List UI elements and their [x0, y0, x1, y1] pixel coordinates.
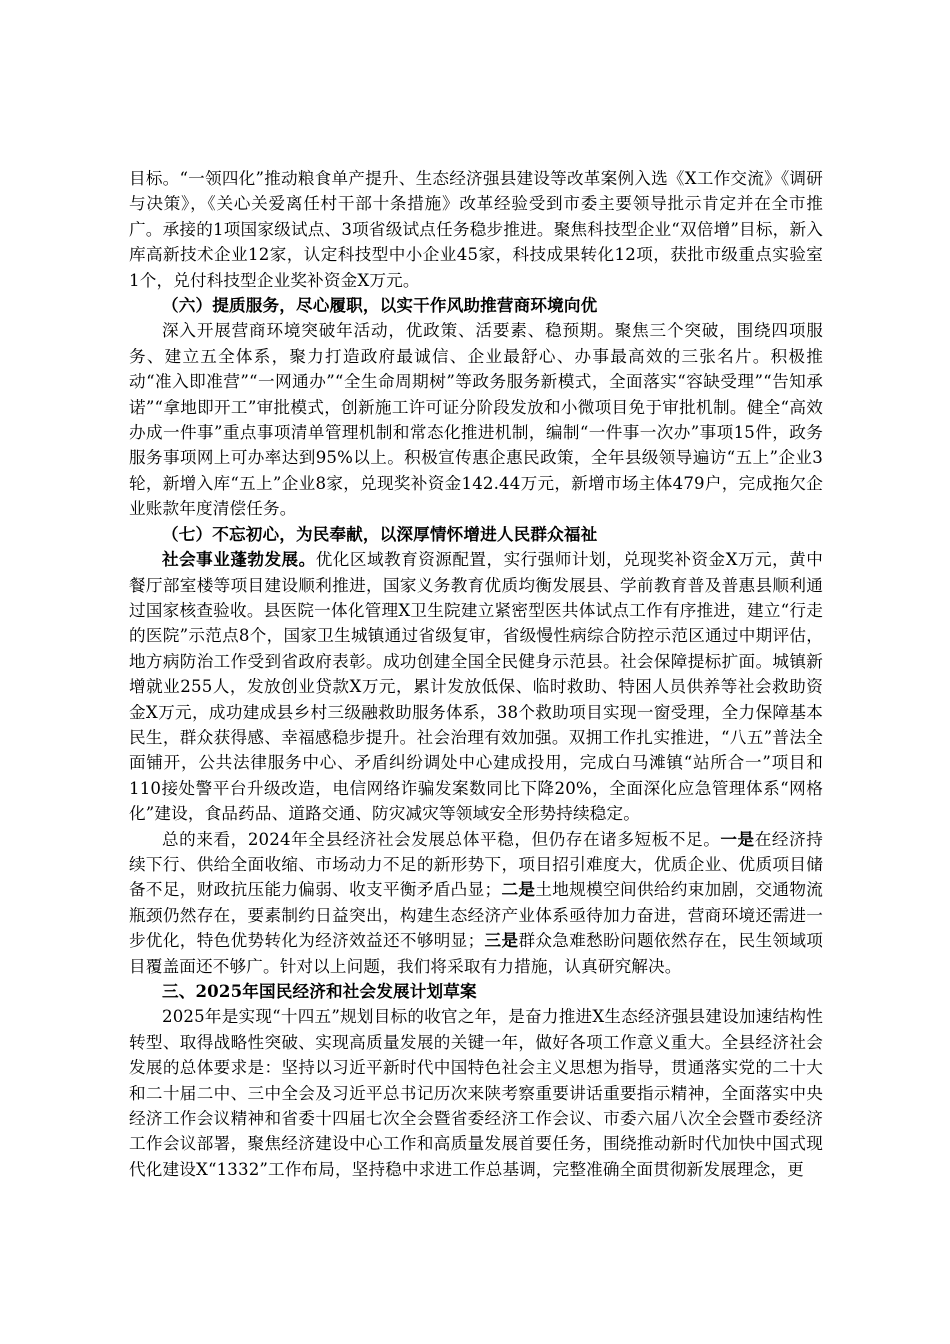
paragraph-social-affairs — [129, 547, 823, 826]
section-heading-3: 三、2025年国民经济和社会发展计划草案 — [162, 981, 477, 1001]
section-heading-6: （六）提质服务，尽心履职，以实干作风助推营商环境向优 — [162, 295, 598, 316]
summary-text-c: 土地规模空间供给约束加剧，交通物流瓶颈仍然存在，要素制约日益突出，构建生态经济产业体系亟待加力奋进，营商环境还需进一步优化，特色优势转化为经济效益还不够明显； — [129, 880, 823, 951]
section-heading-7: （七）不忘初心，为民奉献，以深厚情怀增进人民群众福祉 — [162, 523, 598, 544]
paragraph-summary — [129, 827, 823, 979]
paragraph-2025-plan: 2025年是实现“十四五”规划目标的收官之年，是奋力推进X生态经济强县建设加速结构性转型、取得战略性突破、实现高质量发展的关键一年，做好各项工作意义重大。全县经济社会发展的总体要求是：坚持以习近平新时代中国特色社会主义思想为指导，贯通落实党的二十大和二十届二中、三中全会及习近平总书记历次来陕考察重要讲话重要指示精神，全面落实中央经济工作会议精神和省委十四届七次全会暨省委经济工作会议、市委六届八次全会暨市委经济工作会议部署，聚焦经济建设中心工作和高质量发展首要任务，围绕推动新时代加快中国式现代化建设X“1332”工作布局，坚持稳中求进工作总基调，完整准确全面贯彻新发展理念，更 — [129, 1007, 823, 1179]
paragraph-intro: 目标。“一领四化”推动粮食单产提升、生态经济强县建设等改革案例入选《X工作交流》《调研与决策》，《关心关爱离任村干部十条措施》改革经验受到市委主要领导批示肯定并在全市推广。承接的1项国家级试点、3项省级试点任务稳步推进。聚焦科技型企业“双倍增”目标，新入库高新技术企业12家，认定科技型中小企业45家，科技成果转化12项，获批市级重点实验室1个，兑付科技型企业奖补资金X万元。 — [129, 169, 823, 290]
summary-text-d: 群众急难愁盼问题依然存在，民生领域项目覆盖面还不够广。针对以上问题，我们将采取有力措施，认真研究解决。 — [129, 931, 824, 976]
summary-first-marker: 一是 — [720, 828, 755, 849]
paragraph-text: 优化区域教育资源配置，实行强师计划，兑现奖补资金X万元，黄中餐厅部室楼等项目建设顺利推进，国家义务教育优质均衡发展县、学前教育普及普惠县顺利通过国家核查验收。县医院一体化管理X卫生院建立紧密型医共体试点工作有序推进，建立“行走的医院”示范点8个，国家卫生城镇通过省级复审，省级慢性病综合防控示范区通过中期评估，地方病防治工作受到省政府表彰。成功创建全国全民健身示范县。社会保障提标扩面。城镇新增就业255人，发放创业贷款X万元，累计发放低保、临时救助、特困人员供养等社会救助资金X万元，成功建成县乡村三级融救助服务体系，38个救助项目实现一窗受理，全力保障基本民生，群众获得感、幸福感稳步提升。社会治理有效加强。双拥工作扎实推进，“八五”普法全面铺开，公共法律服务中心、矛盾纠纷调处中心建成投用，完成白马滩镇“站所合一”项目和110接处警平台升级改造，电信网络诈骗发案数同比下降20%，全面深化应急管理体系“网格化”建设，食品药品、道路交通、防灾减灾等领域安全形势持续稳定。 — [129, 550, 823, 824]
summary-third-marker: 三是 — [484, 930, 519, 951]
summary-second-marker: 二是 — [501, 879, 536, 900]
summary-text-b: 在经济持续下行、供给全面收缩、市场动力不足的新形势下，项目招引难度大，优质企业、优质项目储备不足，财政抗压能力偏弱、收支平衡矛盾凸显； — [129, 829, 823, 900]
document-body — [129, 166, 823, 1182]
paragraph-business-environment: 深入开展营商环境突破年活动，优政策、活要素、稳预期。聚焦三个突破，围绕四项服务、建立五全体系，聚力打造政府最诚信、企业最舒心、办事最高效的三张名片。积极推动“准入即准营”“一网通办”“全生命周期树”等政务服务新模式，全面落实“容缺受理”“告知承诺”“拿地即开工”审批模式，创新施工许可证分阶段发放和小微项目免于审批机制。健全“高效办成一件事”重点事项清单管理机制和常态化推进机制，编制“一件事一次办”事项15件，政务服务事项网上可办率达到95%以上。积极宣传惠企惠民政策，全年县级领导遍访“五上”企业3轮，新增入库“五上”企业8家，兑现奖补资金142.44万元，新增市场主体479户，完成拖欠企业账款年度清偿任务。 — [129, 321, 823, 519]
paragraph-lead-bold: 社会事业蓬勃发展。 — [162, 549, 316, 570]
summary-text-a: 总的来看，2024年全县经济社会发展总体平稳，但仍存在诸多短板不足。 — [162, 829, 721, 849]
